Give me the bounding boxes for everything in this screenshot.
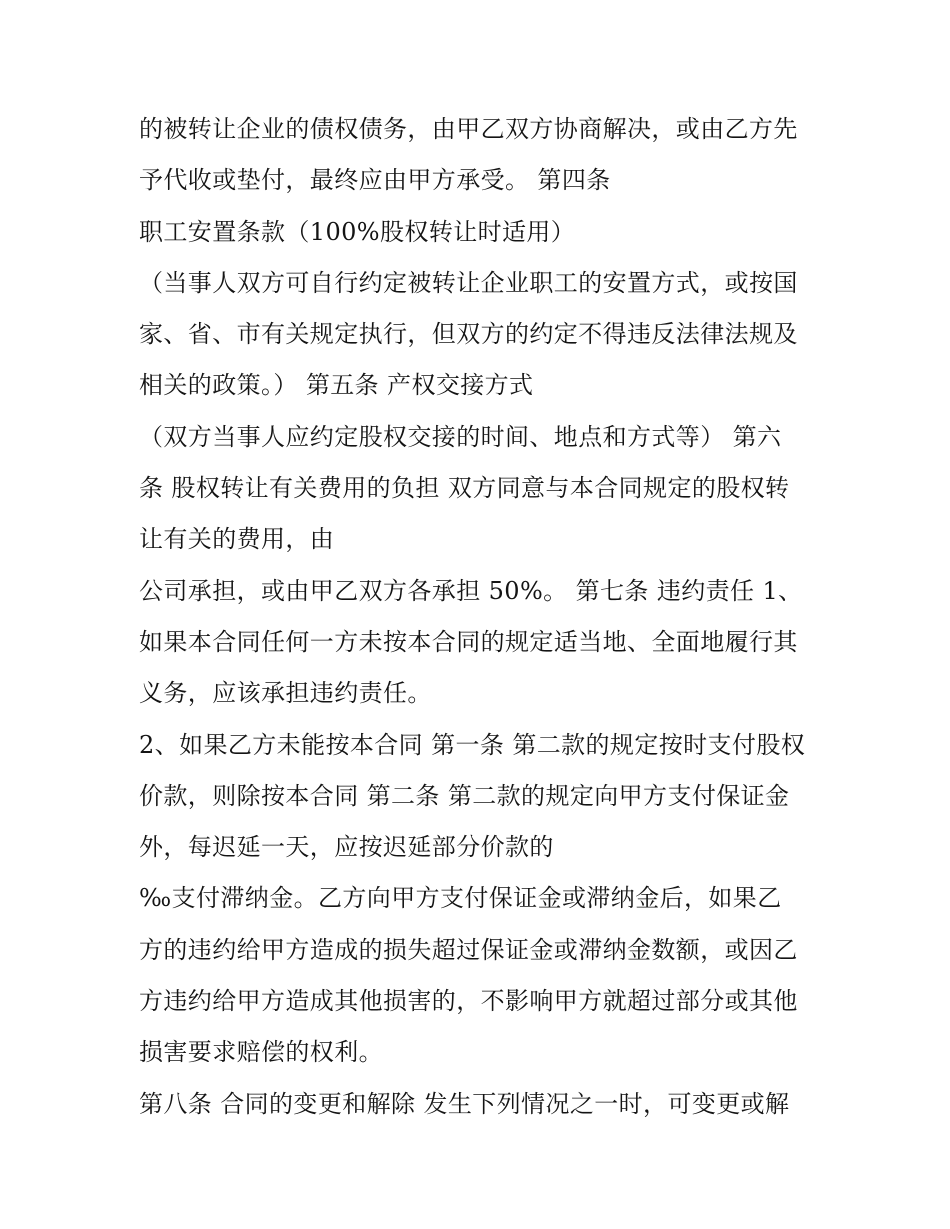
text-line: 价款，则除按本合同 第二条 第二款的规定向甲方支付保证金 [139, 781, 790, 810]
document-body [139, 104, 829, 1130]
text-line: 予代收或垫付，最终应由甲方承受。 第四条 [139, 166, 611, 195]
text-line: 外，每迟延一天，应按迟延部分价款的 [139, 833, 554, 862]
text-line: 家、省、市有关规定执行，但双方的约定不得违反法律法规及 [139, 320, 798, 349]
text-line: 2、如果乙方未能按本合同 第一条 第二款的规定按时支付股权 [139, 730, 806, 759]
text-line: 公司承担，或由甲乙双方各承担 50%。 第七条 违约责任 1、 [139, 576, 803, 605]
text-line: 如果本合同任何一方未按本合同的规定适当地、全面地履行其 [139, 627, 798, 656]
text-line: 职工安置条款（100%股权转让时适用） [139, 217, 576, 246]
text-line: 方违约给甲方造成其他损害的，不影响甲方就超过部分或其他 [139, 987, 798, 1016]
text-line: 方的违约给甲方造成的损失超过保证金或滞纳金数额，或因乙 [139, 935, 798, 964]
text-line: （当事人双方可自行约定被转让企业职工的安置方式，或按国 [139, 268, 798, 297]
text-line: 义务，应该承担违约责任。 [139, 679, 432, 708]
text-line: 相关的政策。） 第五条 产权交接方式 [139, 371, 534, 400]
text-line: 损害要求赔偿的权利。 [139, 1038, 383, 1067]
text-line: ‰支付滞纳金。乙方向甲方支付保证金或滞纳金后，如果乙 [139, 884, 782, 913]
text-line: 让有关的费用，由 [139, 525, 335, 554]
text-line: 的被转让企业的债权债务，由甲乙双方协商解决，或由乙方先 [139, 115, 798, 143]
text-line: 条 股权转让有关费用的负担 双方同意与本合同规定的股权转 [139, 474, 790, 503]
text-line: （双方当事人应约定股权交接的时间、地点和方式等） 第六 [139, 422, 782, 451]
text-line: 第八条 合同的变更和解除 发生下列情况之一时，可变更或解 [139, 1089, 790, 1118]
